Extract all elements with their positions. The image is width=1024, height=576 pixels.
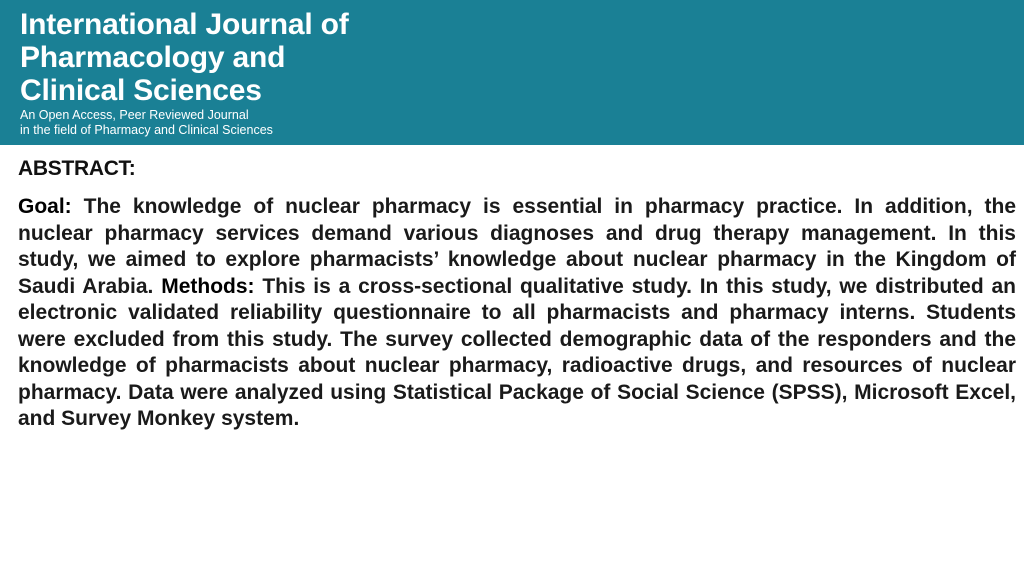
goal-text: The knowledge of nuclear pharmacy is essential in pharmacy practice. In addition, the nuclear pharmacy services demand various diagnoses and drug therapy management. In this study, we aimed to explore pharmacists’ knowledge about nuclear pharmacy in the Kingdom of Saudi Arabia.: [18, 195, 1016, 298]
journal-title: [20, 8, 349, 107]
journal-banner: [0, 0, 1024, 145]
journal-title-line-2: Pharmacology and: [20, 41, 286, 74]
methods-text: This is a cross-sectional qualitative study. In this study, we distributed an electronic validated reliability questionnaire to all pharmacists and pharmacy interns. Students were excluded from this study. The survey collected demographic data of the responders and the knowledge of pharmacists about nuclear pharmacy, radioactive drugs, and resources of nuclear pharmacy. Data were analyzed using Statistical Package of Social Science (SPSS), Microsoft Excel, and Survey Monkey system.: [18, 274, 1016, 430]
goal-label: Goal:: [18, 195, 72, 218]
abstract-heading: ABSTRACT:: [18, 157, 136, 180]
journal-tagline: [20, 108, 273, 138]
journal-title-line-1: International Journal of: [20, 8, 349, 41]
journal-title-line-3: Clinical Sciences: [20, 74, 262, 107]
journal-tagline-line-2: in the field of Pharmacy and Clinical Sciences: [20, 123, 273, 137]
abstract-body: [18, 194, 1016, 433]
methods-label: Methods:: [161, 274, 255, 298]
abstract-section: [18, 154, 1016, 433]
journal-tagline-line-1: An Open Access, Peer Reviewed Journal: [20, 108, 249, 122]
